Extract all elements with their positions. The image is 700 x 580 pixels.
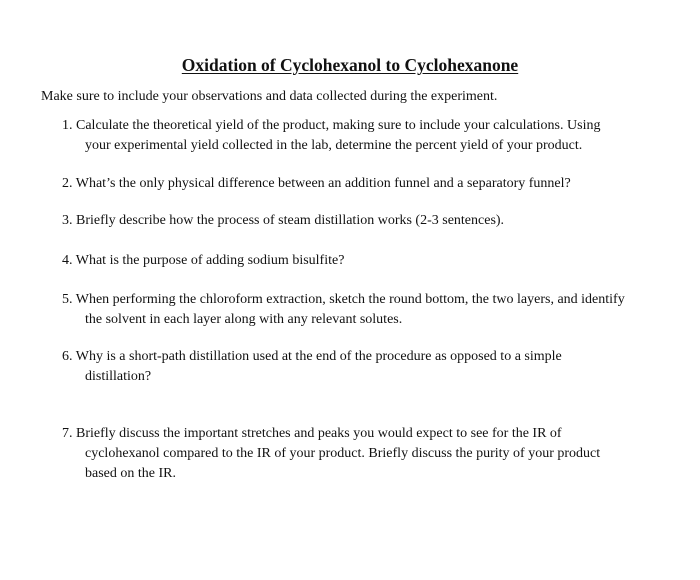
question-1-line-1: 1. Calculate the theoretical yield of the product, making sure to include your calculations. Using [62, 118, 601, 133]
question-1-line-2: your experimental yield collected in the lab, determine the percent yield of your product. [85, 138, 583, 153]
question-4 [62, 251, 662, 271]
question-7-line-3: based on the IR. [85, 466, 176, 481]
intro-text: Make sure to include your observations and data collected during the experiment. [41, 89, 498, 104]
question-2 [62, 174, 662, 194]
question-4-line-1: 4. What is the purpose of adding sodium bisulfite? [62, 253, 345, 268]
question-6-line-2: distillation? [85, 369, 152, 384]
page-title: Oxidation of Cyclohexanol to Cyclohexanone [181, 55, 519, 75]
question-5 [62, 290, 662, 330]
question-7-line-1: 7. Briefly discuss the important stretches and peaks you would expect to see for the IR of [62, 426, 562, 441]
question-2-line-1: 2. What’s the only physical difference between an addition funnel and a separatory funnel? [62, 176, 571, 191]
question-3 [62, 211, 662, 231]
question-5-line-2: the solvent in each layer along with any relevant solutes. [85, 312, 403, 327]
question-7-line-2: cyclohexanol compared to the IR of your product. Briefly discuss the purity of your product [85, 446, 601, 461]
question-6-line-1: 6. Why is a short-path distillation used at the end of the procedure as opposed to a simple [62, 349, 562, 364]
question-1 [62, 116, 662, 156]
question-6 [62, 347, 662, 387]
question-5-line-1: 5. When performing the chloroform extraction, sketch the round bottom, the two layers, and identify [62, 292, 625, 307]
question-3-line-1: 3. Briefly describe how the process of steam distillation works (2-3 sentences). [62, 213, 505, 228]
question-7 [62, 424, 662, 484]
